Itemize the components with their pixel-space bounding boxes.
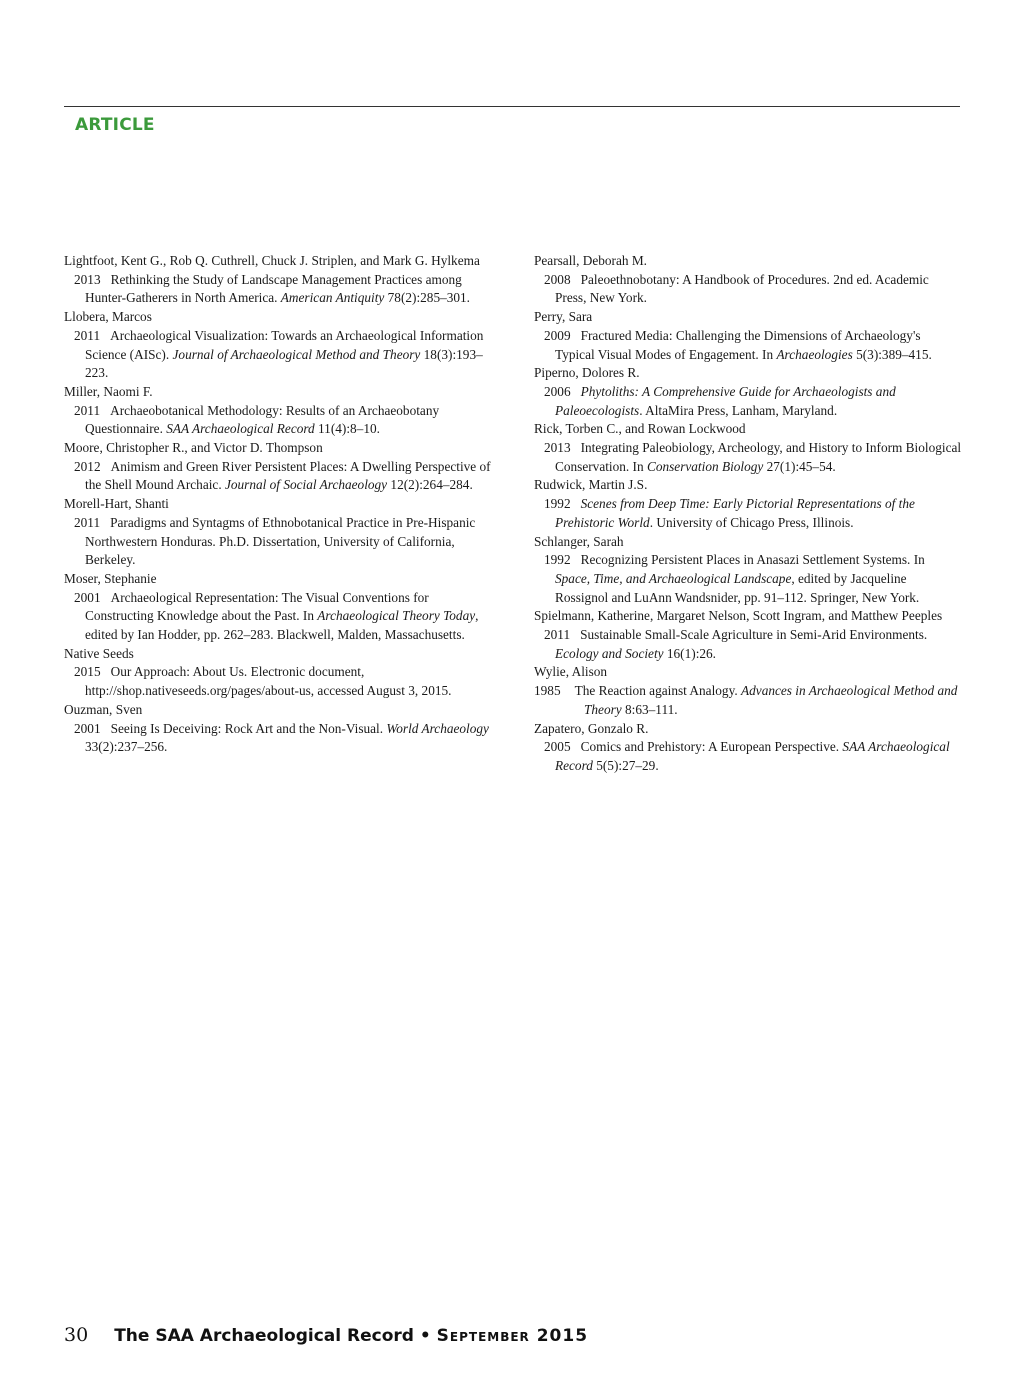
reference-entry [64,589,492,645]
reference [534,476,962,532]
reference-author: Perry, Sara [534,309,593,325]
reference-year: 2005 [544,739,571,755]
reference-text: Rethinking the Study of Landscape Management Practices among Hunter-Gatherers in North America. [85,271,462,306]
reference-author: Moore, Christopher R., and Victor D. Thompson [64,440,323,456]
reference-source: Ecology and Society [555,645,664,661]
reference-entry [64,514,492,570]
reference-entry [64,271,492,308]
reference-text: Integrating Paleobiology, Archeology, and History to Inform Biological Conservation. In [555,440,962,474]
reference-entry [534,551,962,607]
footer-separator: • [419,1326,431,1346]
reference [64,645,492,701]
reference-author: Zapatero, Gonzalo R. [534,720,649,736]
reference-text: Seeing Is Deceiving: Rock Art and the Non-Visual. [110,720,387,736]
reference-year: 2001 [74,589,101,605]
reference [534,364,962,420]
reference-entry [64,327,492,383]
references-left-column [64,252,492,757]
page-number: 30 [64,1324,89,1346]
reference-author: Lightfoot, Kent G., Rob Q. Cuthrell, Chuck J. Striplen, and Mark G. Hylkema [64,253,480,268]
reference-entry [534,271,962,308]
reference-year: 2011 [74,514,101,530]
reference-author: Native Seeds [64,645,134,661]
reference [534,420,962,476]
reference-author: Wylie, Alison [534,664,608,680]
references-right-column [534,252,962,776]
reference [64,701,492,757]
reference-author: Ouzman, Sven [64,701,143,717]
reference-entry [64,402,492,439]
reference-source: World Archaeology [386,720,489,736]
reference-text: Fractured Media: Challenging the Dimensions of Archaeology's Typical Visual Modes of Engagement. In [555,327,921,362]
reference-details: 5(5):27–29. [592,757,659,773]
reference-entry [534,682,962,719]
reference-author: Miller, Naomi F. [64,383,153,399]
reference-source: Space, Time, and Archaeological Landscape [555,570,792,586]
reference-source: American Antiquity [280,290,385,306]
reference-text: Archaeobotanical Methodology: Results of an Archaeobotany Questionnaire. [85,402,440,437]
reference-year: 2011 [544,627,571,643]
reference-year: 2009 [544,327,571,343]
reference [534,607,962,663]
reference [534,663,962,719]
reference-source: SAA Archaeological Record [555,739,950,773]
section-label: ARTICLE [75,115,155,135]
reference-year: 2013 [74,271,101,287]
publication-title: The SAA Archaeological Record [114,1326,414,1346]
reference-year: 2011 [74,327,101,343]
reference-text: The Reaction against Analogy. [574,683,742,699]
reference-details: 11(4):8–10. [314,421,380,437]
reference-text: Sustainable Small-Scale Agriculture in Semi-Arid Environments. [580,627,928,643]
reference-details: 12(2):264–284. [387,477,473,493]
reference-entry [534,495,962,532]
reference-author: Pearsall, Deborah M. [534,253,647,268]
reference-author: Rick, Torben C., and Rowan Lockwood [534,421,746,437]
reference-year: 1992 [544,552,571,568]
reference-entry [534,439,962,476]
reference-entry [64,720,492,757]
reference-text: Recognizing Persistent Places in Anasazi Settlement Systems. In [580,552,925,568]
reference-details: . University of Chicago Press, Illinois. [649,514,854,530]
header-rule [64,106,960,107]
reference [64,439,492,495]
reference-author: Moser, Stephanie [64,570,157,586]
reference-entry [534,383,962,420]
reference [534,252,962,308]
reference-year: 2001 [74,720,101,736]
reference-source: Advances in Archaeological Method and Theory [584,683,958,717]
reference-author: Morell-Hart, Shanti [64,496,169,512]
reference-details: 78(2):285–301. [384,290,471,306]
issue-date: September 2015 [436,1326,589,1346]
reference-source: Archaeological Theory Today [317,608,476,624]
reference-details: 27(1):45–54. [763,458,836,474]
reference-year: 2006 [544,383,571,399]
reference-author: Llobera, Marcos [64,309,152,325]
reference-source: Scenes from Deep Time: Early Pictorial Representations of the Prehistoric World [555,496,915,530]
reference-entry [534,738,962,775]
reference-source: Journal of Social Archaeology [224,477,388,493]
reference-text: Our Approach: About Us. Electronic document, http://shop.nativeseeds.org/pages/about-us, accessed August 3, 2015. [85,664,452,699]
reference-entry [534,626,962,663]
reference [64,383,492,439]
reference-details: 8:63–111. [621,701,678,717]
reference-details: 18(3):193–223. [85,346,483,381]
reference-text: Animism and Green River Persistent Places: A Dwelling Perspective of the Shell Mound Archaic. [85,458,491,493]
reference [534,308,962,364]
reference-details: , edited by Ian Hodder, pp. 262–283. Blackwell, Malden, Massachusetts. [85,608,479,643]
reference-year: 2008 [544,271,571,287]
reference-source: Archaeologies [776,346,853,362]
reference-details: . AltaMira Press, Lanham, Maryland. [639,402,838,418]
reference-year: 1985 [534,683,561,699]
reference-entry [64,458,492,495]
reference-year: 2012 [74,458,101,474]
reference-source: Journal of Archaeological Method and Theory [172,346,421,362]
reference [64,570,492,645]
reference [534,720,962,776]
reference-text: Comics and Prehistory: A European Perspective. [580,739,843,755]
page-footer [64,1324,588,1346]
reference-source: Phytoliths: A Comprehensive Guide for Archaeologists and Paleoecologists [555,383,896,418]
reference-details: , edited by Jacqueline Rossignol and LuAnn Wandsnider, pp. 91–112. Springer, New York. [555,570,920,605]
reference-text: Archaeological Representation: The Visual Conventions for Constructing Knowledge about the Past. In [85,589,429,624]
reference-details: 5(3):389–415. [852,346,932,362]
reference-year: 2015 [74,664,101,680]
reference-year: 1992 [544,496,571,512]
reference [534,533,962,608]
reference-author: Spielmann, Katherine, Margaret Nelson, Scott Ingram, and Matthew Peeples [534,608,943,624]
reference-text: Paradigms and Syntagms of Ethnobotanical Practice in Pre-Hispanic Northwestern Honduras. Ph.D. Dissertation, University of California, Berkeley. [85,514,476,568]
reference-author: Schlanger, Sarah [534,533,624,549]
reference-author: Piperno, Dolores R. [534,365,640,381]
reference-year: 2013 [544,440,571,456]
reference [64,308,492,383]
reference-text: Archaeological Visualization: Towards an Archaeological Information Science (AISc). [85,327,484,362]
reference-source: SAA Archaeological Record [166,421,315,437]
reference-source: Conservation Biology [646,458,764,474]
reference-details: 16(1):26. [663,645,717,661]
reference-entry [64,663,492,700]
reference-year: 2011 [74,402,101,418]
reference-text: Paleoethnobotany: A Handbook of Procedures. 2nd ed. Academic Press, New York. [555,271,929,306]
reference-author: Rudwick, Martin J.S. [534,477,648,493]
reference [64,252,492,308]
reference [64,495,492,570]
reference-details: 33(2):237–256. [85,739,168,755]
reference-entry [534,327,962,364]
